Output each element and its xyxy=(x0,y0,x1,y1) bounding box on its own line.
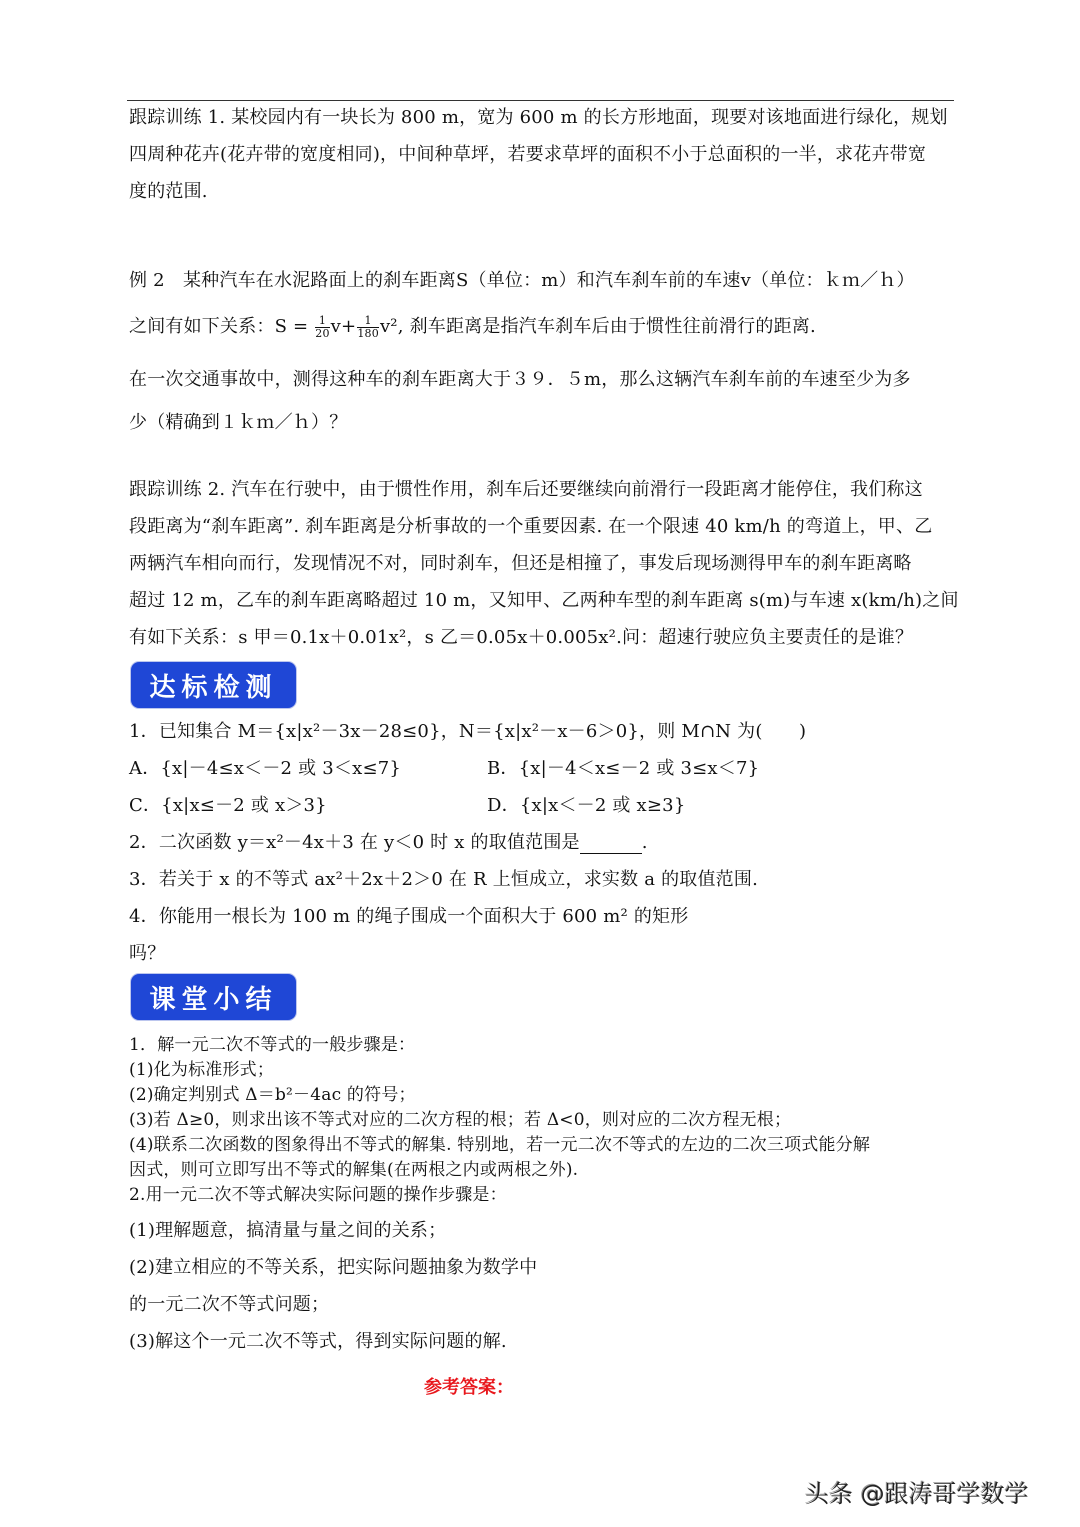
summary-line-5: (4)联系二次函数的图象得出不等式的解集. 特别地，若一元二次不等式的左边的二次三项式能分解 xyxy=(129,1135,871,1155)
option-d: D．{x|x＜－2 或 x≥3} xyxy=(487,795,686,816)
q2-period: . xyxy=(641,832,648,853)
practice1-line-2: 四周种花卉(花卉带的宽度相同)，中间种草坪，若要求草坪的面积不小于总面积的一半，求花卉带宽 xyxy=(129,144,927,165)
answer-blank xyxy=(580,837,642,854)
summary-line-7: 2.用一元二次不等式解决实际问题的操作步骤是： xyxy=(129,1185,507,1205)
summary-step-2-cont: 的一元二次不等式问题； xyxy=(129,1294,330,1315)
summary-step-1: (1)理解题意，搞清量与量之间的关系； xyxy=(129,1220,447,1241)
answer-heading: 参考答案： xyxy=(424,1377,514,1398)
summary-line-3: (2)确定判别式 Δ＝b²－4ac 的符号； xyxy=(129,1085,416,1105)
section-badge-summary: 课堂小结 xyxy=(131,974,296,1020)
example2-line-2 xyxy=(129,312,816,340)
test-question-3: 3．若关于 x 的不等式 ax²＋2x＋2＞0 在 R 上恒成立，求实数 a 的取值范围. xyxy=(129,869,758,890)
watermark: 头条 @跟涛哥学数学 xyxy=(805,1480,1029,1508)
option-a: A．{x|－4≤x＜－2 或 3＜x≤7} xyxy=(129,758,402,779)
fraction-1-20: $\frac{1}{20}$ xyxy=(315,313,330,340)
option-b: B．{x|－4＜x≤－2 或 3≤x＜7} xyxy=(487,758,760,779)
formula-mid: v+ xyxy=(330,316,357,337)
example2-formula-suffix: v², 刹车距离是指汽车刹车后由于惯性往前滑行的距离. xyxy=(379,316,816,337)
practice2-line-1: 跟踪训练 2. 汽车在行驶中，由于惯性作用，刹车后还要继续向前滑行一段距离才能停住，我们称这 xyxy=(129,479,923,500)
option-c: C．{x|x≤－2 或 x＞3} xyxy=(129,795,327,816)
test-question-2 xyxy=(129,828,648,854)
example2-line-1: 例 2 某种汽车在水泥路面上的刹车距离S（单位：m）和汽车刹车前的车速v（单位：ｋｍ／ｈ） xyxy=(129,270,915,291)
example2-line-3: 在一次交通事故中，测得这种车的刹车距离大于３９．５m，那么这辆汽车刹车前的车速至少为多 xyxy=(129,369,911,390)
practice2-line-4: 超过 12 m，乙车的刹车距离略超过 10 m，又知甲、乙两种车型的刹车距离 s(m)与车速 x(km/h)之间 xyxy=(129,590,959,611)
test-question-4-line-1: 4．你能用一根长为 100 m 的绳子围成一个面积大于 600 m² 的矩形 xyxy=(129,906,689,927)
summary-line-1: 1．解一元二次不等式的一般步骤是： xyxy=(129,1035,416,1055)
summary-step-3: (3)解这个一元二次不等式，得到实际问题的解. xyxy=(129,1331,507,1352)
summary-line-2: (1)化为标准形式； xyxy=(129,1060,275,1080)
practice1-line-3: 度的范围. xyxy=(129,181,208,202)
summary-step-2: (2)建立相应的不等关系，把实际问题抽象为数学中 xyxy=(129,1257,538,1278)
practice2-line-3: 两辆汽车相向而行，发现情况不对，同时刹车，但还是相撞了，事发后现场测得甲车的刹车距离略 xyxy=(129,553,912,574)
practice2-line-2: 段距离为“刹车距离”. 刹车距离是分析事故的一个重要因素. 在一个限速 40 km/h 的弯道上，甲、乙 xyxy=(129,516,933,537)
header-rule xyxy=(127,100,954,101)
practice1-line-1: 跟踪训练 1. 某校园内有一块长为 800 m，宽为 600 m 的长方形地面，现要对该地面进行绿化，规划 xyxy=(129,107,948,128)
example2-line-4: 少（精确到１ｋｍ／ｈ）？ xyxy=(129,412,348,433)
fraction-1-180: $\frac{1}{180}$ xyxy=(357,313,379,340)
test-question-1: 1．已知集合 M＝{x|x²－3x－28≤0}，N＝{x|x²－x－6＞0}，则 M∩N 为( ) xyxy=(129,721,807,742)
practice2-line-5: 有如下关系：s 甲＝0.1x＋0.01x²，s 乙＝0.05x＋0.005x².问：超速行驶应负主要责任的是谁？ xyxy=(129,627,914,648)
section-badge-test: 达标检测 xyxy=(131,662,296,708)
summary-line-6: 因式，则可立即写出不等式的解集(在两根之内或两根之外). xyxy=(129,1160,579,1180)
example2-formula-prefix: 之间有如下关系：S = xyxy=(129,316,315,337)
summary-line-4: (3)若 Δ≥0，则求出该不等式对应的二次方程的根；若 Δ<0，则对应的二次方程无根； xyxy=(129,1110,792,1130)
test-question-4-line-2: 吗？ xyxy=(129,943,166,964)
q2-text: 2．二次函数 y＝x²－4x＋3 在 y＜0 时 x 的取值范围是 xyxy=(129,832,580,853)
